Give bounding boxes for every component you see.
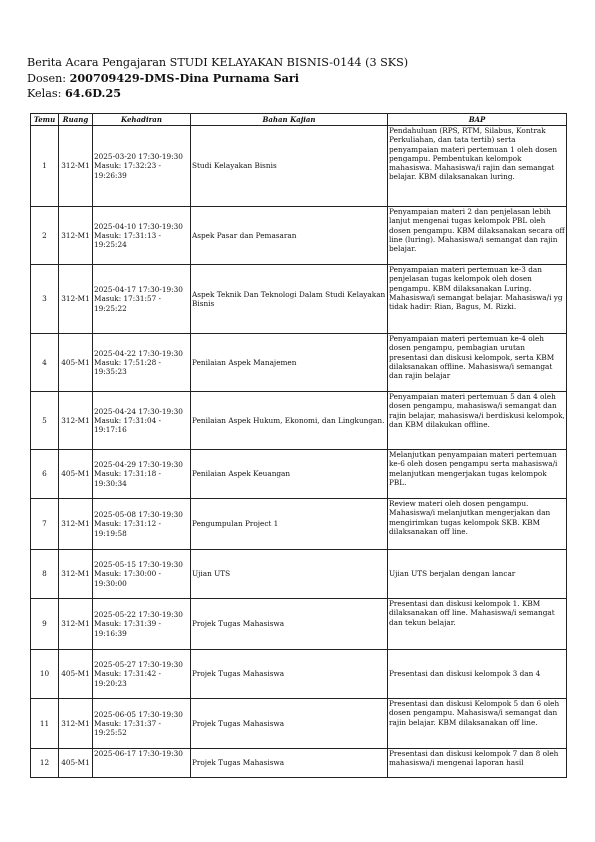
table-row	[31, 699, 567, 749]
cell-bap	[388, 392, 567, 450]
bahan-kajian-text: Ujian UTS	[192, 569, 231, 579]
table-row	[31, 392, 567, 450]
cell-kehadiran	[93, 749, 191, 778]
ruang-value: 405-M1	[61, 669, 90, 679]
cell-ruang	[59, 599, 93, 650]
bap-text: Ujian UTS berjalan dengan lancar	[389, 569, 516, 579]
bap-text: Presentasi dan diskusi Kelompok 5 dan 6 oleh dosen pengampu. Mahasiswa/i semangat dan rajin belajar. KBM dilaksanakan off line.	[389, 699, 560, 727]
table-row	[31, 499, 567, 550]
cell-kehadiran	[93, 126, 191, 207]
cell-ruang	[59, 265, 93, 334]
cell-bap	[388, 126, 567, 207]
cell-kehadiran	[93, 699, 191, 749]
cell-temu	[31, 499, 59, 550]
temu-value: 3	[42, 294, 47, 304]
kelas-line	[27, 86, 408, 102]
bahan-kajian-text: Pengumpulan Project 1	[192, 519, 279, 529]
cell-bahan-kajian	[191, 334, 388, 392]
bahan-kajian-text: Penilaian Aspek Hukum, Ekonomi, dan Lingkungan.	[192, 415, 385, 425]
cell-kehadiran	[93, 499, 191, 550]
cell-ruang	[59, 650, 93, 699]
cell-ruang	[59, 450, 93, 499]
temu-value: 6	[42, 469, 47, 479]
jadwal-text: 2025-05-08 17:30-19:30	[94, 510, 183, 520]
col-header-bap: BAP	[388, 114, 567, 126]
cell-bahan-kajian	[191, 450, 388, 499]
cell-ruang	[59, 207, 93, 265]
temu-value: 9	[42, 619, 47, 629]
cell-bahan-kajian	[191, 126, 388, 207]
jadwal-text: 2025-06-05 17:30-19:30	[94, 709, 183, 719]
ruang-value: 312-M1	[61, 294, 90, 304]
ruang-value: 405-M1	[61, 357, 90, 367]
ruang-value: 312-M1	[61, 519, 90, 529]
bap-text: Penyampaian materi pertemuan ke-4 oleh dosen pengampu, pembagian urutan presentasi dan diskusi kelompok, serta KBM dilaksanakan offline. Mahasiswa/i semangat dan rajin belajar	[389, 334, 555, 381]
bap-text: Penyampaian materi pertemuan ke-3 dan penjelasan tugas kelompok oleh dosen pengampu. KBM dilaksanakan Luring. Mahasiswa/i semangat belajar. Mahasiswa/i yg tidak hadir: Rian, Bagus, M. Rizki.	[389, 265, 563, 312]
cell-bahan-kajian	[191, 599, 388, 650]
bap-text: Review materi oleh dosen pengampu. Mahasiswa/i melanjutkan mengerjakan dan mengirimkan tugas kelompok SKB. KBM dilaksanakan off line.	[389, 499, 551, 536]
masuk-text: Masuk: 17:32:23 - 19:26:39	[94, 161, 162, 180]
temu-value: 2	[42, 230, 47, 240]
dosen-label: Dosen:	[27, 71, 70, 85]
cell-temu	[31, 450, 59, 499]
ruang-value: 405-M1	[61, 758, 90, 768]
temu-value: 10	[39, 669, 50, 679]
masuk-text: Masuk: 17:51:28 - 19:35:23	[94, 357, 162, 377]
bap-text: Pendahuluan (RPS, RTM, Silabus, Kontrak Perkuliahan, dan tata tertib) serta penyampaian materi pertemuan 1 oleh dosen pengampu. Pembentukan kelompok mahasiswa. Mahasiswa/i rajin dan semangat belajar. KBM dilaksanakan luring.	[389, 126, 558, 182]
temu-value: 11	[39, 718, 50, 728]
cell-ruang	[59, 126, 93, 207]
cell-bap	[388, 550, 567, 599]
col-header-bahan-kajian: Bahan Kajian	[191, 114, 388, 126]
table-row	[31, 550, 567, 599]
temu-value: 5	[42, 415, 47, 425]
jadwal-text: 2025-04-10 17:30-19:30	[94, 221, 183, 231]
cell-kehadiran	[93, 599, 191, 650]
ruang-value: 312-M1	[61, 230, 90, 240]
cell-bap	[388, 650, 567, 699]
document-header	[27, 56, 408, 102]
jadwal-text: 2025-05-15 17:30-19:30	[94, 560, 183, 570]
dosen-value: 200709429-DMS-Dina Purnama Sari	[69, 70, 300, 85]
cell-kehadiran	[93, 450, 191, 499]
bahan-kajian-text: Aspek Pasar dan Pemasaran	[192, 230, 297, 240]
ruang-value: 312-M1	[61, 161, 90, 171]
cell-temu	[31, 550, 59, 599]
bap-text: Penyampaian materi pertemuan 5 dan 4 oleh dosen pengampu, mahasiswa/i semangat dan rajin belajar, mahasiswa/i berdiskusi kelompok, dan KBM dilakukan offline.	[389, 392, 565, 429]
table-row	[31, 749, 567, 778]
cell-temu	[31, 650, 59, 699]
bap-text: Presentasi dan diskusi kelompok 1. KBM dilaksanakan off line. Mahasiswa/i semangat dan tekun belajar.	[389, 599, 555, 627]
cell-bahan-kajian	[191, 650, 388, 699]
jadwal-text: 2025-04-22 17:30-19:30	[94, 348, 183, 358]
masuk-text: Masuk: 17:31:04 - 19:17:16	[94, 415, 162, 435]
bahan-kajian-text: Aspek Teknik Dan Teknologi Dalam Studi Kelayakan Bisnis	[192, 289, 386, 308]
dosen-line	[27, 71, 408, 87]
cell-ruang	[59, 392, 93, 450]
table-row	[31, 265, 567, 334]
cell-bahan-kajian	[191, 207, 388, 265]
bahan-kajian-text: Penilaian Aspek Keuangan	[192, 469, 291, 479]
cell-ruang	[59, 749, 93, 778]
bap-text: Penyampaian materi 2 dan penjelasan lebih lanjut mengenai tugas kelompok PBL oleh dosen pengampu. KBM dilaksanakan secara off line (luring). Mahasiswa/i semangat dan rajin belajar.	[389, 207, 565, 254]
course-title: Berita Acara Pengajaran STUDI KELAYAKAN BISNIS-0144 (3 SKS)	[27, 56, 409, 69]
bahan-kajian-text: Projek Tugas Mahasiswa	[192, 758, 285, 768]
masuk-text: Masuk: 17:31:12 - 19:19:58	[94, 519, 162, 538]
jadwal-text: 2025-03-20 17:30-19:30	[94, 152, 183, 162]
jadwal-text: 2025-04-29 17:30-19:30	[94, 460, 183, 470]
cell-temu	[31, 334, 59, 392]
cell-temu	[31, 699, 59, 749]
jadwal-text: 2025-04-17 17:30-19:30	[94, 285, 183, 295]
table-row	[31, 126, 567, 207]
table-row	[31, 334, 567, 392]
cell-kehadiran	[93, 550, 191, 599]
bap-text: Presentasi dan diskusi kelompok 3 dan 4	[389, 669, 541, 679]
table-row	[31, 450, 567, 499]
bahan-kajian-text: Projek Tugas Mahasiswa	[192, 718, 285, 728]
cell-bahan-kajian	[191, 392, 388, 450]
cell-kehadiran	[93, 334, 191, 392]
table-row	[31, 207, 567, 265]
cell-temu	[31, 599, 59, 650]
cell-bahan-kajian	[191, 550, 388, 599]
cell-bap	[388, 749, 567, 778]
masuk-text: Masuk: 17:31:57 - 19:25:22	[94, 294, 162, 313]
temu-value: 4	[42, 357, 47, 367]
masuk-text: Masuk: 17:30:00 - 19:30:00	[94, 569, 162, 588]
temu-value: 8	[42, 569, 47, 579]
cell-ruang	[59, 499, 93, 550]
cell-ruang	[59, 334, 93, 392]
cell-bap	[388, 499, 567, 550]
bap-text: Melanjutkan penyampaian materi pertemuan ke-6 oleh dosen pengampu serta mahasiswa/i melanjutkan mengerjakan tugas kelompok PBL.	[389, 450, 558, 487]
masuk-text: Masuk: 17:31:39 - 19:16:39	[94, 619, 162, 638]
cell-ruang	[59, 699, 93, 749]
temu-value: 12	[39, 758, 50, 768]
table-header-row	[31, 114, 567, 126]
temu-value: 1	[42, 161, 47, 171]
kelas-label: Kelas:	[27, 87, 65, 100]
cell-bahan-kajian	[191, 265, 388, 334]
cell-bap	[388, 599, 567, 650]
masuk-text: Masuk: 17:31:18 - 19:30:34	[94, 469, 162, 488]
bahan-kajian-text: Studi Kelayakan Bisnis	[192, 161, 277, 171]
ruang-value: 312-M1	[61, 569, 90, 579]
temu-value: 7	[42, 519, 47, 529]
cell-kehadiran	[93, 650, 191, 699]
cell-bap	[388, 265, 567, 334]
bahan-kajian-text: Penilaian Aspek Manajemen	[192, 357, 297, 367]
jadwal-text: 2025-04-24 17:30-19:30	[94, 406, 183, 416]
table-row	[31, 650, 567, 699]
masuk-text: Masuk: 17:31:13 - 19:25:24	[94, 230, 162, 250]
masuk-text: Masuk: 17:31:37 - 19:25:52	[94, 718, 162, 738]
cell-bahan-kajian	[191, 499, 388, 550]
jadwal-text: 2025-05-27 17:30-19:30	[94, 660, 183, 670]
jadwal-text: 2025-05-22 17:30-19:30	[94, 610, 183, 620]
cell-temu	[31, 749, 59, 778]
cell-bap	[388, 450, 567, 499]
cell-ruang	[59, 550, 93, 599]
cell-kehadiran	[93, 392, 191, 450]
ruang-value: 312-M1	[61, 415, 90, 425]
cell-temu	[31, 207, 59, 265]
cell-bahan-kajian	[191, 749, 388, 778]
jadwal-text: 2025-06-17 17:30-19:30	[94, 749, 183, 758]
document-title	[27, 56, 408, 71]
ruang-value: 405-M1	[61, 469, 90, 479]
bahan-kajian-text: Projek Tugas Mahasiswa	[192, 669, 285, 679]
kelas-value: 64.6D.25	[65, 86, 122, 100]
bap-text: Presentasi dan diskusi kelompok 7 dan 8 oleh mahasiswa/i mengenai laporan hasil	[389, 749, 559, 768]
cell-bap	[388, 207, 567, 265]
cell-kehadiran	[93, 265, 191, 334]
cell-bap	[388, 699, 567, 749]
masuk-text: Masuk: 17:31:42 - 19:20:23	[94, 669, 162, 688]
cell-kehadiran	[93, 207, 191, 265]
table-row	[31, 599, 567, 650]
ruang-value: 312-M1	[61, 619, 90, 629]
ruang-value: 312-M1	[61, 718, 90, 728]
cell-temu	[31, 392, 59, 450]
teaching-log-table	[30, 113, 567, 778]
cell-temu	[31, 126, 59, 207]
cell-bahan-kajian	[191, 699, 388, 749]
col-header-kehadiran: Kehadiran	[93, 114, 191, 126]
cell-bap	[388, 334, 567, 392]
cell-temu	[31, 265, 59, 334]
bahan-kajian-text: Projek Tugas Mahasiswa	[192, 619, 285, 629]
col-header-ruang: Ruang	[59, 114, 93, 126]
col-header-temu: Temu	[31, 114, 59, 126]
